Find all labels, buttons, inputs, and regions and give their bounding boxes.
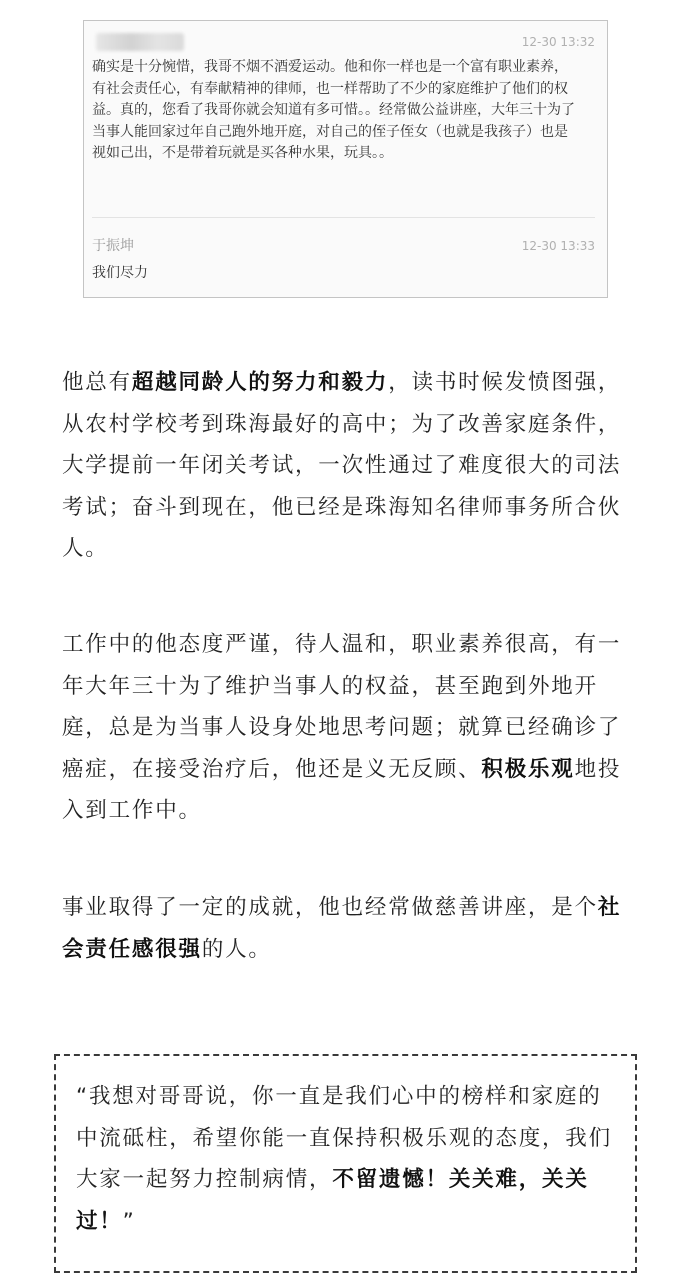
- chat-message: [92, 231, 595, 285]
- paragraph-text: 地投入到工作中。: [62, 756, 622, 824]
- message-text: 我们尽力: [92, 265, 148, 281]
- message-divider: [92, 217, 595, 218]
- sender-name: 于振坤: [92, 238, 134, 254]
- paragraph-text: 的人。: [201, 936, 272, 962]
- message-time: 12-30 13:33: [521, 239, 595, 253]
- paragraph-text: 事业取得了一定的成就，他也经常做慈善讲座，是个: [62, 895, 598, 920]
- bold-highlight: 积极乐观: [481, 756, 575, 782]
- quote-text: [76, 1076, 619, 1242]
- quote-box: [54, 1054, 637, 1273]
- paragraph-text: 他总有: [62, 370, 132, 395]
- chat-message: [92, 27, 595, 165]
- quote-part: ”: [122, 1208, 136, 1234]
- paragraph-text: 工作中的他态度严谨，待人温和，职业素养很高，有一年大年三十为了维护当事人的权益，甚至跑到外地开庭，总是为当事人设身处地思考问题；就算已经确诊了癌症，在接受治疗后，他还是义无反顾、: [62, 632, 622, 782]
- message-time: 12-30 13:32: [521, 35, 595, 49]
- paragraph-text: ，读书时候发愤图强，从农村学校考到珠海最好的高中；为了改善家庭条件，大学提前一年闭关考试，一次性通过了难度很大的司法考试；奋斗到现在，他已经是珠海知名律师事务所合伙人。: [62, 370, 622, 562]
- chat-screenshot: [83, 20, 608, 298]
- bold-highlight: 社会责任感很强: [62, 895, 622, 962]
- message-text: 确实是十分惋惜，我哥不烟不酒爱运动。他和你一样也是一个富有职业素养，有社会责任心，有奉献精神的律师，也一样帮助了不少的家庭维护了他们的权益。真的，您看了我哥你就会知道有多可惜。。经常做公益讲座，大年三十为了当事人能回家过年自己跑外地开庭，对自己的侄子侄女（也就是我孩子）也是视如己出，不是带着玩就是买各种水果，玩具。。: [92, 59, 575, 161]
- message-header: [92, 231, 595, 257]
- article-paragraph: [62, 624, 636, 832]
- article-paragraph: [62, 362, 636, 570]
- bold-highlight: 超越同龄人的努力和毅力: [131, 370, 389, 395]
- quote-part: “我想对哥哥说，你一直是我们心中的榜样和家庭的中流砥柱，希望你能一直保持积极乐观的态度，我们大家一起努力控制病情，: [76, 1084, 612, 1193]
- article-paragraph: [62, 887, 636, 970]
- message-header: [92, 27, 595, 53]
- blurred-sender-name: [96, 33, 184, 51]
- bold-highlight: 不留遗憾！关关难，关关过！: [76, 1167, 589, 1234]
